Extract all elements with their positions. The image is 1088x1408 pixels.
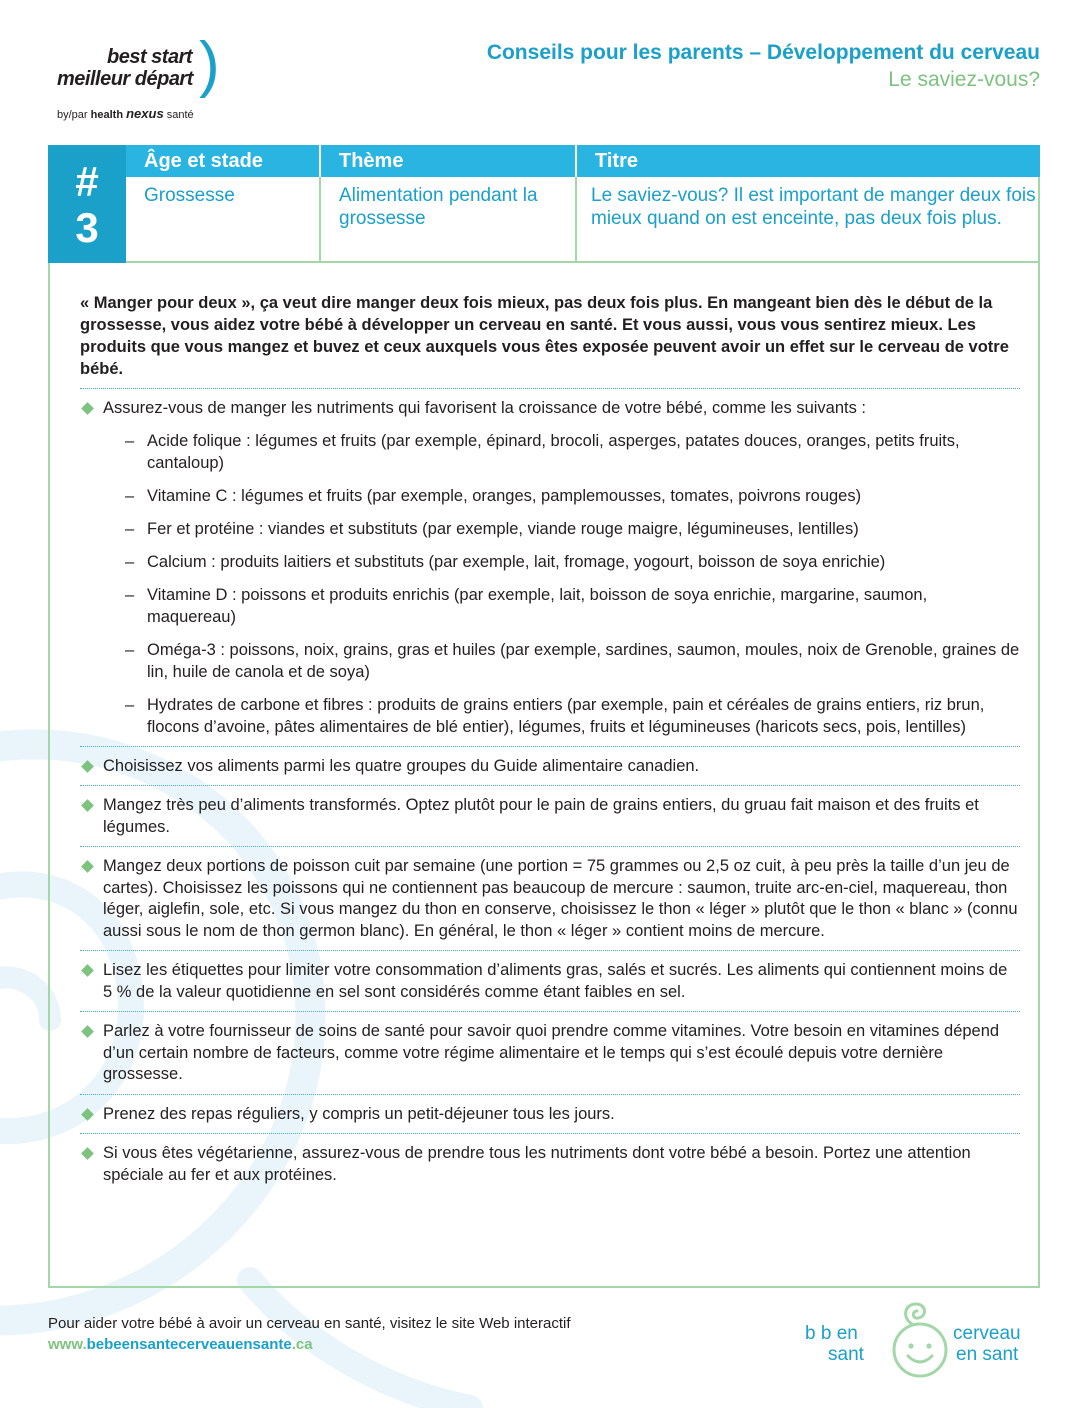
intro-paragraph: « Manger pour deux », ça veut dire manger deux fois mieux, pas deux fois plus. En mangeant bien dès le début de la grossesse, vous aidez votre bébé à développer un cerveau en santé. Et vous aussi, vous vous sentirez mieux. Les produits que vous mangez et buvez et ceux auxquels vous êtes exposée peuvent avoir un effet sur le cerveau de votre bébé.	[80, 292, 1020, 389]
logo-byline	[57, 106, 194, 121]
list-item	[80, 389, 1020, 747]
nutrient-item	[125, 551, 1020, 573]
dash-marker: –	[125, 486, 135, 505]
logo-line-2: meilleur départ	[57, 68, 193, 90]
cell-age: Grossesse	[144, 185, 235, 206]
logo-paren-icon: )	[199, 30, 220, 99]
logo-health: health	[90, 109, 124, 121]
tip-number: 3	[75, 204, 99, 251]
nutrient-text: Vitamine C : légumes et fruits (par exemple, oranges, pamplemousses, tomates, poivrons rouges)	[147, 486, 862, 505]
bullet-text: Lisez les étiquettes pour limiter votre consommation d’aliments gras, salés et sucrés. Les aliments qui contiennent moins de 5 % de la valeur quotidienne en sel sont considérés comme étant faibles en sel.	[103, 961, 1008, 1001]
brand-text-left-2: sant	[828, 1344, 864, 1365]
nutrient-item	[125, 485, 1020, 507]
list-item	[80, 847, 1020, 951]
website-link[interactable]	[48, 1336, 313, 1353]
nutrient-item	[125, 639, 1020, 683]
diamond-bullet-icon	[81, 1147, 94, 1160]
column-header-theme: Thème	[319, 145, 575, 177]
list-item	[80, 951, 1020, 1012]
logo-line-1: best start	[107, 46, 193, 68]
diamond-bullet-icon	[81, 1108, 94, 1121]
diamond-bullet-icon	[81, 799, 94, 812]
list-item	[80, 1012, 1020, 1095]
best-start-logo	[57, 30, 237, 124]
nutrient-text: Oméga-3 : poissons, noix, grains, gras et huiles (par exemple, sardines, saumon, moules, noix de Grenoble, graines de lin, huile de canola et de soya)	[147, 640, 1020, 681]
nutrient-item	[125, 430, 1020, 474]
nutrient-item	[125, 518, 1020, 540]
list-item	[80, 786, 1020, 847]
nutrient-list	[103, 430, 1020, 738]
tip-number-cell	[48, 145, 126, 263]
healthy-baby-brand-logo	[800, 1300, 1040, 1380]
logo-nexus: nexus	[126, 106, 164, 121]
hash-symbol: #	[75, 158, 99, 205]
logo-sante: santé	[166, 109, 194, 121]
column-header-age: Âge et stade	[144, 150, 263, 172]
diamond-bullet-icon	[81, 1025, 94, 1038]
bullet-text: Assurez-vous de manger les nutriments qui favorisent la croissance de votre bébé, comme les suivants :	[103, 399, 867, 417]
nutrient-item	[125, 584, 1020, 628]
diamond-bullet-icon	[81, 760, 94, 773]
logo-by: by/par	[57, 109, 88, 121]
list-item	[80, 1134, 1020, 1194]
diamond-bullet-icon	[81, 860, 94, 873]
cell-theme: Alimentation pendant la grossesse	[319, 177, 575, 261]
bullet-text: Prenez des repas réguliers, y compris un petit-déjeuner tous les jours.	[103, 1104, 615, 1123]
diamond-bullet-icon	[81, 402, 94, 415]
bullet-text: Mangez très peu d’aliments transformés. Optez plutôt pour le pain de grains entiers, du gruau fait maison et des fruits et légumes.	[103, 796, 979, 836]
diamond-bullet-icon	[81, 964, 94, 977]
dash-marker: –	[125, 640, 135, 659]
column-header-title: Titre	[575, 145, 1040, 177]
nutrient-text: Fer et protéine : viandes et substituts (par exemple, viande rouge maigre, légumineuses, lentilles)	[147, 519, 859, 538]
brand-text-left-1: b b en	[805, 1323, 858, 1344]
bullet-text: Mangez deux portions de poisson cuit par semaine (une portion = 75 grammes ou 2,5 oz cuit, à peu près la taille d’un jeu de cartes). Choisissez les poissons qui ne contiennent pas beaucoup de mercure : saumon, truite arc-en-ciel, maquereau, thon léger, aiglefin, sole, etc. Si vous mangez du thon en conserve, choisissez le thon « léger » plutôt que le thon « blanc » (connu aussi sous le nom de thon germon blanc). En général, le thon « léger » contient moins de mercure.	[103, 857, 1018, 940]
baby-face-icon	[888, 1300, 952, 1380]
dash-marker: –	[125, 519, 135, 538]
page-title: Conseils pour les parents – Développement du cerveau	[486, 41, 1040, 64]
url-domain: bebeensantecerveauensante	[86, 1336, 292, 1353]
list-item	[80, 747, 1020, 787]
url-www: www.	[48, 1336, 87, 1353]
footer-text: Pour aider votre bébé à avoir un cerveau en santé, visitez le site Web interactif	[48, 1315, 571, 1332]
nutrient-text: Vitamine D : poissons et produits enrichis (par exemple, lait, boisson de soya enrichie, margarine, saumon, maquereau)	[147, 585, 928, 626]
dash-marker: –	[125, 585, 135, 604]
bullet-text: Parlez à votre fournisseur de soins de santé pour savoir quoi prendre comme vitamines. Votre besoin en vitamines dépend d’un certain nombre de facteurs, comme votre régime alimentaire et le temps qui s’est écoulé depuis votre dernière grossesse.	[103, 1022, 1000, 1083]
nutrient-item	[125, 694, 1020, 738]
cell-title: Le saviez-vous? Il est important de manger deux fois mieux quand on est enceinte, pas deux fois plus.	[575, 177, 1040, 261]
main-content	[80, 292, 1020, 1194]
page-subtitle: Le saviez-vous?	[888, 68, 1040, 91]
list-item	[80, 1095, 1020, 1135]
dash-marker: –	[125, 695, 135, 714]
nutrient-text: Acide folique : légumes et fruits (par exemple, épinard, brocoli, asperges, patates douces, oranges, petits fruits, cantaloup)	[147, 431, 960, 472]
dash-marker: –	[125, 431, 135, 450]
table-header-row	[126, 145, 1040, 177]
brand-text-right-2: en sant	[956, 1344, 1019, 1365]
nutrient-text: Calcium : produits laitiers et substituts (par exemple, lait, fromage, yogourt, boisson de soya enrichie)	[147, 552, 886, 571]
bullet-text: Choisissez vos aliments parmi les quatre groupes du Guide alimentaire canadien.	[103, 756, 700, 775]
brand-text-right-1: cerveau	[953, 1323, 1021, 1344]
bullet-text: Si vous êtes végétarienne, assurez-vous de prendre tous les nutriments dont votre bébé a besoin. Portez une attention spéciale au fer et aux protéines.	[103, 1144, 971, 1184]
table-row	[126, 177, 1040, 263]
nutrient-text: Hydrates de carbone et fibres : produits de grains entiers (par exemple, pain et céréales de grains entiers, riz brun, flocons d’avoine, pâtes alimentaires de blé entier), légumes, fruits et légumineuses (haricots secs, pois, lentilles)	[147, 695, 985, 736]
url-tld: .ca	[291, 1336, 313, 1353]
dash-marker: –	[125, 552, 135, 571]
